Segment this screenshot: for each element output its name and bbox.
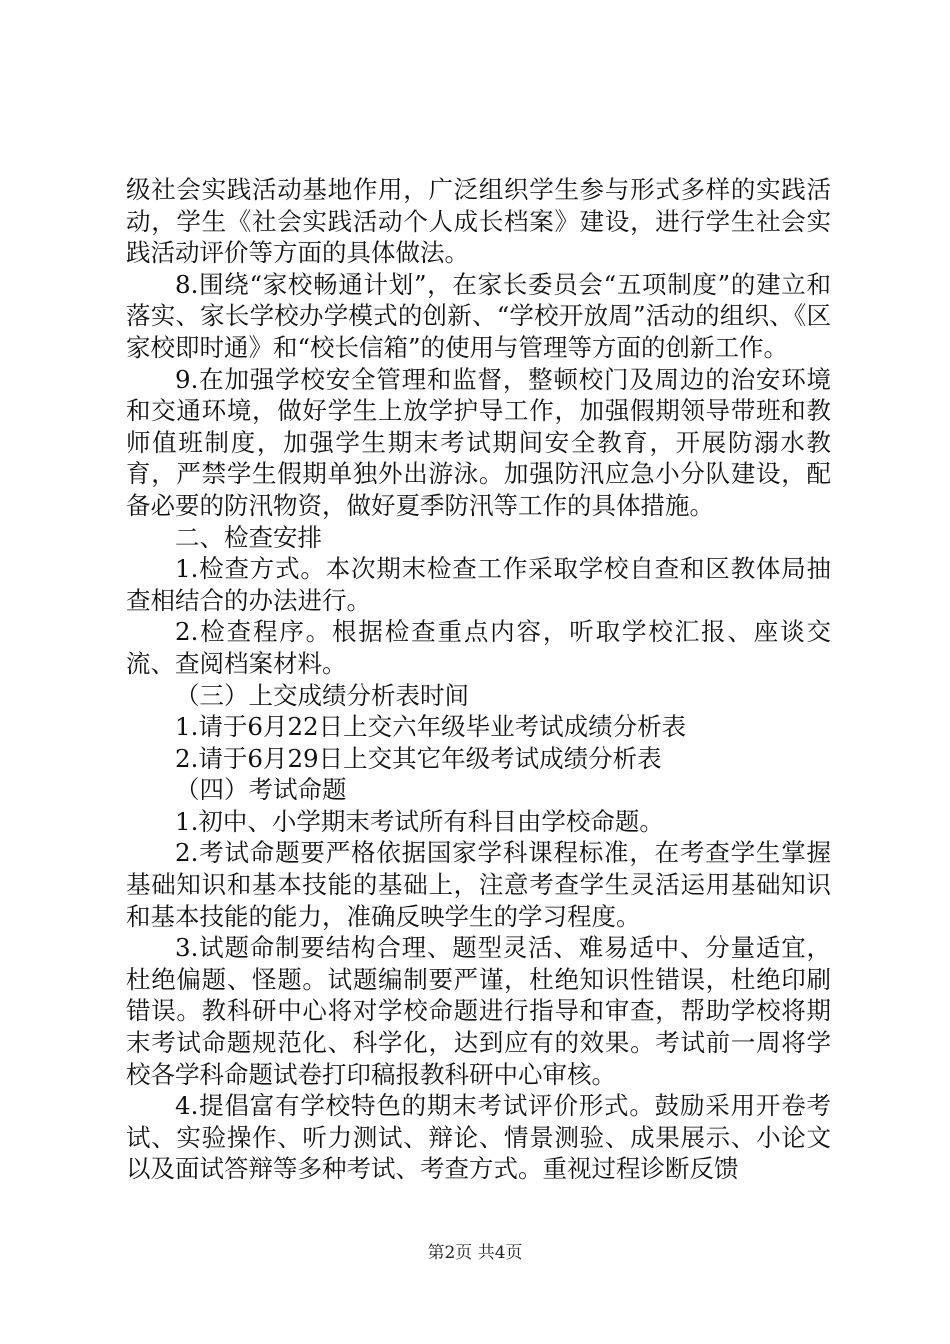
section-heading-inspection: 二、检查安排: [175, 522, 322, 552]
paragraph-submission-1: 1.请于6月22日上交六年级毕业考试成绩分析表: [175, 712, 687, 742]
paragraph-inspection-procedure: 2.检查程序。根据检查重点内容，听取学校汇报、座谈交流、查阅档案材料。: [126, 617, 831, 678]
paragraph-exam-1: 1.初中、小学期末考试所有科目由学校命题。: [175, 806, 664, 836]
paragraph-exam-3: 3.试题命制要结构合理、题型灵活、难易适中、分量适宜，杜绝偏题、怪题。试题编制要严谨，杜绝知识性错误，杜绝印刷错误。教科研中心将对学校命题进行指导和审查，帮助学校将期末考试命题规范化、科学化，达到应有的效果。考试前一周将学校各学科命题试卷打印稿报教科研中心审核。: [126, 933, 831, 1089]
section-heading-exam: （四）考试命题: [175, 775, 347, 805]
paragraph-item-8: 8.围绕“家校畅通计划”，在家长委员会“五项制度”的建立和落实、家长学校办学模式的创新、“学校开放周”活动的组织、《区家校即时通》和“校长信箱”的使用与管理等方面的创新工作。: [126, 269, 831, 362]
paragraph-continuation: 级社会实践活动基地作用，广泛组织学生参与形式多样的实践活动，学生《社会实践活动个人成长档案》建设，进行学生社会实践活动评价等方面的具体做法。: [126, 175, 831, 268]
page-footer: 第2页 共4页: [427, 1243, 523, 1263]
section-heading-submission: （三）上交成绩分析表时间: [175, 680, 469, 710]
document-body: [126, 174, 831, 1185]
paragraph-exam-4: 4.提倡富有学校特色的期末考试评价形式。鼓励采用开卷考试、实验操作、听力测试、辩论、情景测验、成果展示、小论文以及面试答辩等多种考试、考查方式。重视过程诊断反馈: [126, 1091, 831, 1184]
paragraph-exam-2: 2.考试命题要严格依据国家学科课程标准，在考查学生掌握基础知识和基本技能的基础上，注意考查学生灵活运用基础知识和基本技能的能力，准确反映学生的学习程度。: [126, 838, 831, 931]
paragraph-inspection-method: 1.检查方式。本次期末检查工作采取学校自查和区教体局抽查相结合的办法进行。: [126, 554, 831, 615]
paragraph-submission-2: 2.请于6月29日上交其它年级考试成绩分析表: [175, 743, 662, 773]
paragraph-item-9: 9.在加强学校安全管理和监督，整顿校门及周边的治安环境和交通环境，做好学生上放学护导工作，加强假期领导带班和教师值班制度，加强学生期末考试期间安全教育，开展防溺水教育，严禁学生假期单独外出游泳。加强防汛应急小分队建设，配备必要的防汛物资，做好夏季防汛等工作的具体措施。: [126, 364, 831, 520]
